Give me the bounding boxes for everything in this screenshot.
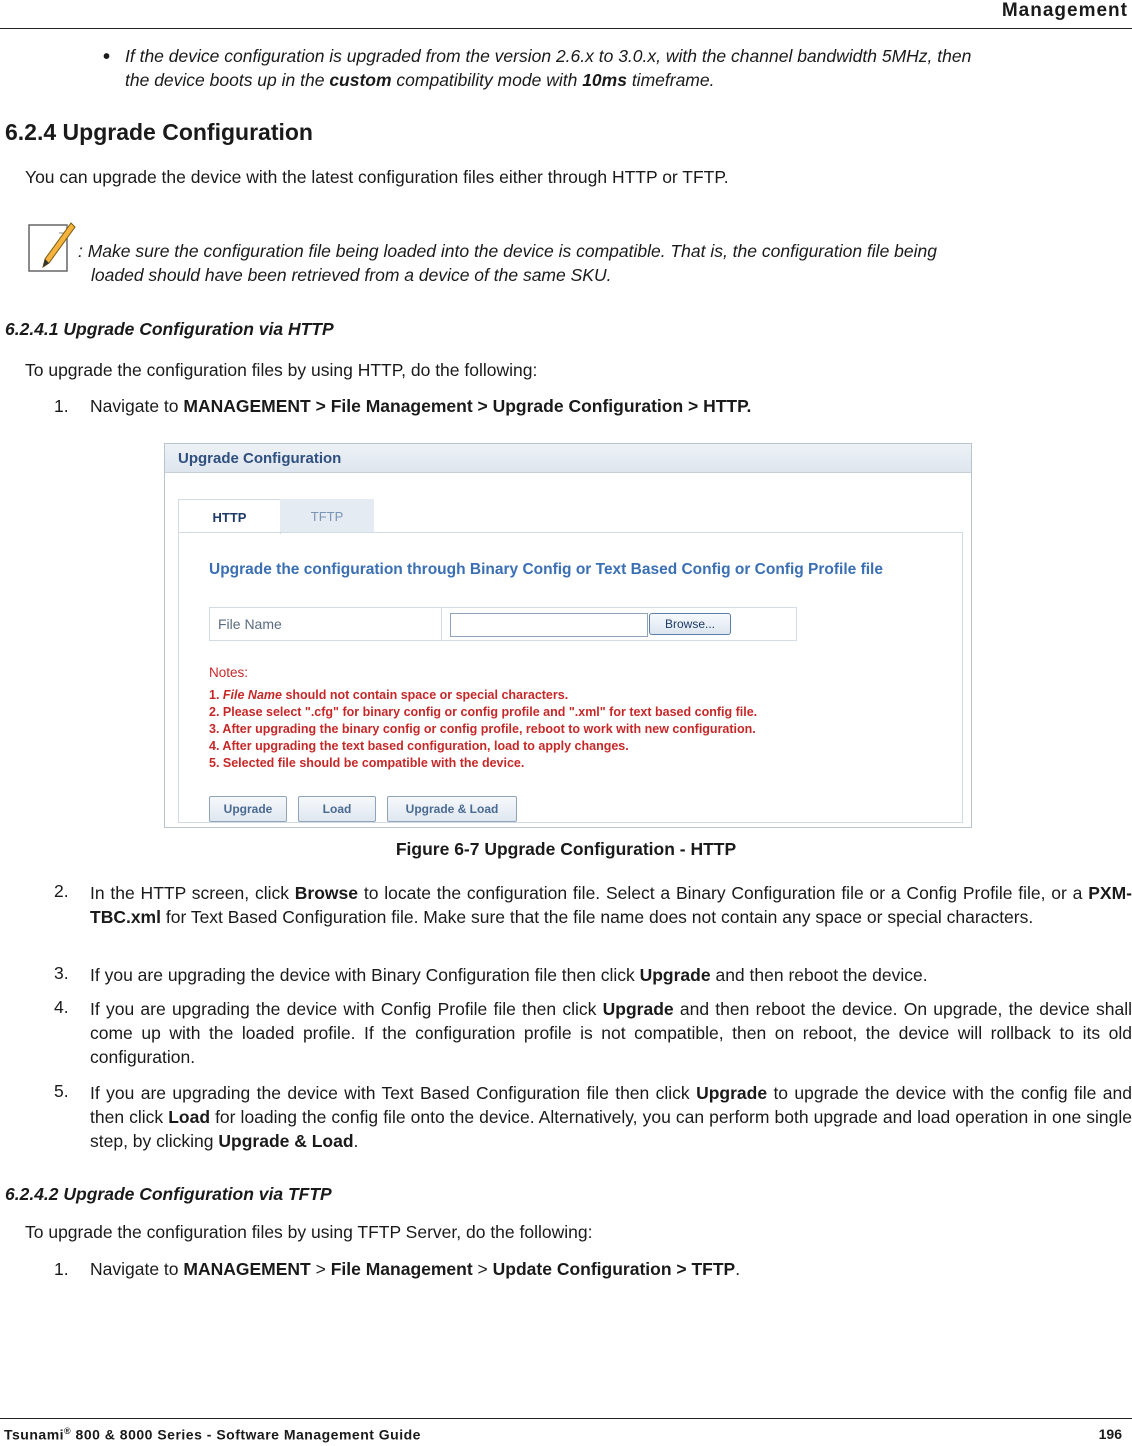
- step-number: 4.: [54, 997, 69, 1017]
- step-number: 1.: [54, 1259, 69, 1279]
- load-button[interactable]: Load: [298, 796, 376, 822]
- http-step-1: Navigate to MANAGEMENT > File Management > Upgrade Configuration > HTTP.: [90, 396, 752, 416]
- file-name-label: File Name: [210, 608, 442, 640]
- bullet-dot: •: [103, 46, 111, 68]
- http-panel: [178, 532, 963, 823]
- window-title: Upgrade Configuration: [165, 444, 971, 473]
- section-intro: You can upgrade the device with the latest configuration files either through HTTP or TFTP.: [25, 167, 729, 187]
- note-item: 2. Please select ".cfg" for binary config or config profile and ".xml" for text based config file.: [209, 705, 758, 719]
- step-number: 5.: [54, 1081, 69, 1101]
- step-number: 2.: [54, 881, 69, 901]
- bullet-text: [125, 44, 1132, 92]
- note-item: 1. File Name should not contain space or special characters.: [209, 688, 569, 702]
- http-subsection-heading: 6.2.4.1 Upgrade Configuration via HTTP: [5, 319, 334, 339]
- http-intro: To upgrade the configuration files by using HTTP, do the following:: [25, 360, 538, 380]
- page-number: 196: [1098, 1426, 1122, 1442]
- file-name-input[interactable]: [450, 613, 648, 637]
- step-3: If you are upgrading the device with Binary Configuration file then click Upgrade and then reboot the device.: [90, 965, 928, 985]
- notes-title: Notes:: [209, 665, 249, 680]
- header-rule: [0, 28, 1132, 29]
- note-item: 4. After upgrading the text based configuration, load to apply changes.: [209, 739, 629, 753]
- figure-caption: Figure 6-7 Upgrade Configuration - HTTP: [395, 839, 737, 859]
- note-item: 5. Selected file should be compatible with the device.: [209, 756, 525, 770]
- upgrade-button[interactable]: Upgrade: [209, 796, 287, 822]
- note-item: 3. After upgrading the binary config or config profile, reboot to work with new configuration.: [209, 722, 756, 736]
- upgrade-configuration-window: [164, 443, 972, 828]
- footer-rule: [0, 1418, 1132, 1419]
- step-number: 3.: [54, 963, 69, 983]
- panel-heading: Upgrade the configuration through Binary Config or Text Based Config or Config Profile file: [209, 561, 883, 578]
- tab-http[interactable]: HTTP: [178, 499, 281, 534]
- tftp-intro: To upgrade the configuration files by using TFTP Server, do the following:: [25, 1222, 593, 1242]
- step-number: 1.: [54, 396, 69, 416]
- step-2: In the HTTP screen, click Browse to locate the configuration file. Select a Binary Configuration file or a Config Profile file, or a PXM-TBC.xml for Text Based Configuration file. Make sure that the file name does not contain any space or special characters.: [90, 883, 1132, 927]
- step-5: If you are upgrading the device with Text Based Configuration file then click Upgrade to upgrade the device with the config file and then click Load for loading the config file onto the device. Alternatively, you can perform both upgrade and load operation in one single step, by clicking Upgrade & Load.: [90, 1083, 1132, 1151]
- tab-tftp[interactable]: TFTP: [280, 499, 374, 533]
- section-heading: 6.2.4 Upgrade Configuration: [5, 119, 313, 145]
- tftp-subsection-heading: 6.2.4.2 Upgrade Configuration via TFTP: [5, 1184, 332, 1204]
- running-header: Management: [1001, 0, 1128, 21]
- notes-list: [209, 687, 757, 772]
- tftp-step-1: Navigate to MANAGEMENT > File Management > Update Configuration > TFTP.: [90, 1259, 741, 1279]
- note-text: : Make sure the configuration file being loaded into the device is compatible. That is, the configuration file being loaded should have been retrieved from a device of the same SKU.: [78, 241, 937, 285]
- note-pencil-icon: [27, 219, 77, 275]
- bullet-line-1: If the device configuration is upgraded from the version 2.6.x to 3.0.x, with the channel bandwidth 5MHz, then: [125, 46, 972, 66]
- file-name-row: [209, 607, 797, 641]
- step-4: If you are upgrading the device with Config Profile file then click Upgrade and then reboot the device. On upgrade, the device shall come up with the loaded profile. If the configuration profile is not compatible, then on reboot, the device will rollback to its old configuration.: [90, 999, 1132, 1067]
- browse-button[interactable]: Browse...: [649, 613, 731, 635]
- upgrade-and-load-button[interactable]: Upgrade & Load: [387, 796, 517, 822]
- footer-title: Tsunami® 800 & 8000 Series - Software Management Guide: [4, 1426, 421, 1443]
- bullet-line-2: the device boots up in the custom compatibility mode with 10ms timeframe.: [125, 70, 715, 90]
